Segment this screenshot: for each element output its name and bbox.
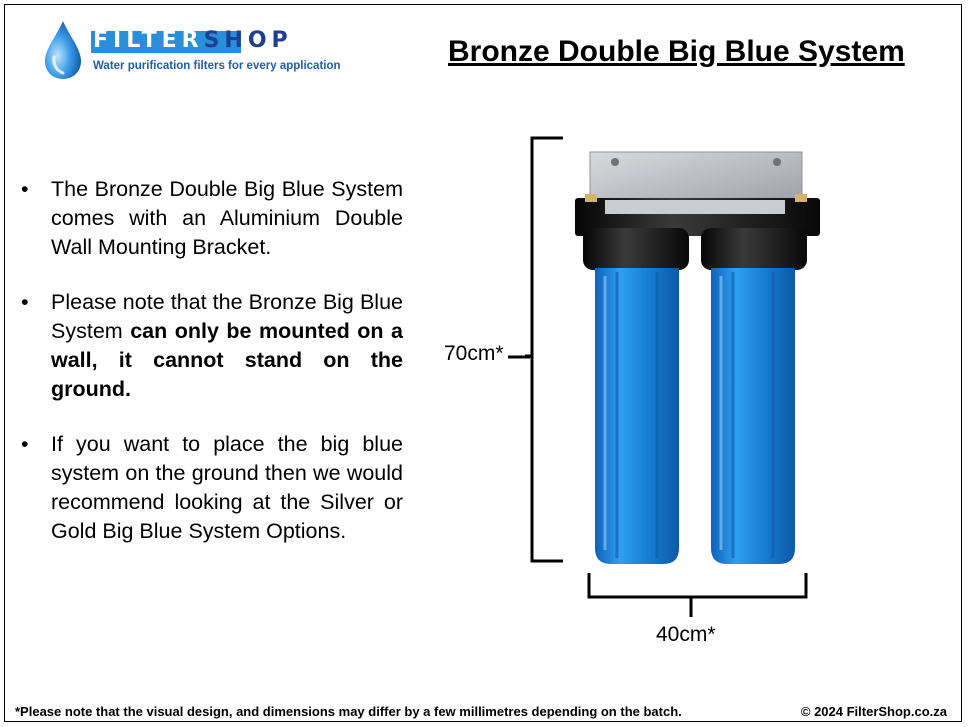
height-dimension-label: 70cm* [444,342,504,365]
bullet-marker: • [21,290,29,314]
bullet-marker: • [21,177,29,201]
bullet-bold-text: can only be mounted on a wall, it cannot stand on the ground. [51,319,403,401]
height-dimension-bracket [525,135,575,565]
logo-tagline: Water purification filters for every application [93,60,341,72]
bullet-item [19,430,403,546]
filtershop-logo [41,19,381,81]
bullet-list [19,175,403,572]
bullet-item [19,288,403,404]
water-drop-icon [41,19,85,81]
bullet-item [19,175,403,262]
width-dimension-label: 40cm* [656,623,716,646]
slide-frame [4,4,962,722]
logo-wordmark: FILTERSHOP [93,28,293,53]
width-dimension-bracket [586,571,811,621]
double-big-blue-filter-image [575,150,820,570]
footer-disclaimer: *Please note that the visual design, and dimensions may differ by a few millimetres depending on the batch. [15,704,682,719]
bullet-text: Please note that the Bronze Big Blue System [51,290,403,343]
footer-copyright: © 2024 FilterShop.co.za [800,704,947,719]
bullet-text: The Bronze Double Big Blue System comes with an Aluminium Double Wall Mounting Bracket. [51,177,403,259]
bullet-text: If you want to place the big blue system on the ground then we would recommend looking at the Silver or Gold Big Blue System Options. [51,432,403,543]
bullet-marker: • [21,432,29,456]
page-title: Bronze Double Big Blue System [448,35,905,68]
height-dimension-tick [508,354,530,360]
